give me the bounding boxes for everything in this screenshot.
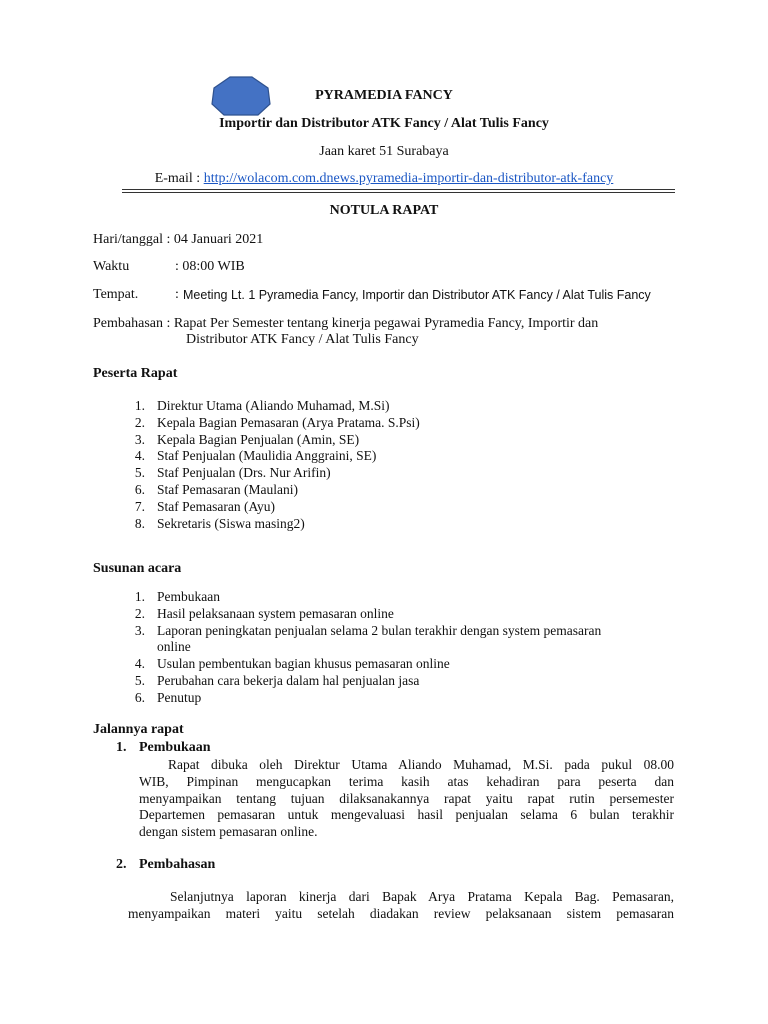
email-link[interactable]: http://wolacom.com.dnews.pyramedia-importir-dan-distributor-atk-fancy [203,171,614,186]
participant-item [123,432,683,449]
section1-line: dengan sistem pemasaran online. [139,824,318,840]
meeting-time-label: Waktu [93,259,130,274]
list-number: 7. [134,498,145,514]
list-text: Kepala Bagian Penjualan (Amin, SE) [157,431,360,447]
list-text: online [157,639,191,655]
list-text: Penutup [157,689,202,705]
meeting-place-colon: : [175,287,179,302]
list-number: 5. [134,465,145,481]
list-number: 3. [134,431,145,447]
company-email [0,171,768,187]
section1-line: WIB, Pimpinan mengucapkan terima kasih atas kehadiran para peserta dan [139,773,674,789]
list-number: 6. [134,689,145,705]
header-divider-top [122,189,675,190]
agenda-item [123,606,683,623]
participant-item [123,465,683,482]
participant-item [123,448,683,465]
list-text: Staf Penjualan (Drs. Nur Arifin) [157,465,331,481]
list-text: Laporan peningkatan penjualan selama 2 bulan terakhir dengan system pemasaran [157,622,602,638]
list-number: 4. [134,656,145,672]
meeting-place-label: Tempat. [93,287,139,302]
participant-item [123,499,683,516]
section1-line: Departemen pemasaran untuk mengevaluasi hasil penjualan selama 6 bulan terakhir [139,807,674,823]
list-number: 2. [134,414,145,430]
list-number: 1. [134,398,145,413]
section1-line: menyampaikan tentang tujuan dilaksanakannya rapat yaitu rapat rutin persemester [139,790,674,806]
email-label: E-mail : [154,171,204,186]
list-text: Perubahan cara bekerja dalam hal penjualan jasa [157,672,420,688]
agenda-item [123,639,683,656]
agenda-heading: Susunan acara [93,561,182,576]
list-number: 4. [134,448,145,464]
agenda-list [123,589,683,707]
participant-item [123,516,683,533]
section1-line: Rapat dibuka oleh Direktur Utama Aliando Muhamad, M.Si. pada pukul 08.00 [168,757,674,772]
section1-title: Pembukaan [139,740,211,755]
list-number: 8. [134,515,145,531]
section2-paragraph [128,889,674,923]
list-number: 2. [134,605,145,621]
list-text: Staf Pemasaran (Maulani) [157,481,298,497]
list-number: 5. [134,672,145,688]
section1-number: 1. [116,740,127,755]
company-address: Jaan karet 51 Surabaya [319,144,449,159]
participant-item [123,415,683,432]
company-name: PYRAMEDIA FANCY [315,88,453,103]
agenda-item [123,623,683,640]
list-number: 3. [134,622,145,638]
agenda-item [123,690,683,707]
participant-item [123,482,683,499]
company-tagline: Importir dan Distributor ATK Fancy / Alat Tulis Fancy [219,116,549,131]
meeting-date: Hari/tanggal : 04 Januari 2021 [93,232,264,247]
agenda-item [123,673,683,690]
meeting-topic-line2: Distributor ATK Fancy / Alat Tulis Fancy [186,332,419,347]
section2-title: Pembahasan [139,857,216,872]
list-number: 1. [134,589,145,604]
header-divider-bottom [122,192,675,193]
meeting-time-value: : 08:00 WIB [175,259,245,274]
meeting-topic-line1: Pembahasan : Rapat Per Semester tentang kinerja pegawai Pyramedia Fancy, Importir dan [93,316,599,331]
list-text: Usulan pembentukan bagian khusus pemasaran online [157,656,450,672]
list-text: Hasil pelaksanaan system pemasaran online [157,605,394,621]
agenda-item [123,589,683,606]
list-text: Direktur Utama (Aliando Muhamad, M.Si) [157,398,390,413]
proceedings-heading: Jalannya rapat [93,722,184,737]
participant-item [123,398,683,415]
list-text: Staf Penjualan (Maulidia Anggraini, SE) [157,448,377,464]
document-title: NOTULA RAPAT [329,203,439,218]
section2-line: Selanjutnya laporan kinerja dari Bapak Arya Pratama Kepala Bag. Pemasaran, [170,889,674,904]
list-text: Staf Pemasaran (Ayu) [157,498,275,514]
list-text: Sekretaris (Siswa masing2) [157,515,305,531]
agenda-item [123,656,683,673]
section2-line: menyampaikan materi yaitu setelah diadakan review pelaksanaan sistem pemasaran [128,905,674,921]
section2-number: 2. [116,857,127,872]
participants-list [123,398,683,532]
list-text: Pembukaan [157,589,220,604]
participants-heading: Peserta Rapat [93,366,178,381]
list-number: 6. [134,481,145,497]
list-text: Kepala Bagian Pemasaran (Arya Pratama. S.Psi) [157,414,420,430]
meeting-place-value: Meeting Lt. 1 Pyramedia Fancy, Importir dan Distributor ATK Fancy / Alat Tulis Fancy [183,288,651,302]
section1-paragraph [139,757,674,841]
